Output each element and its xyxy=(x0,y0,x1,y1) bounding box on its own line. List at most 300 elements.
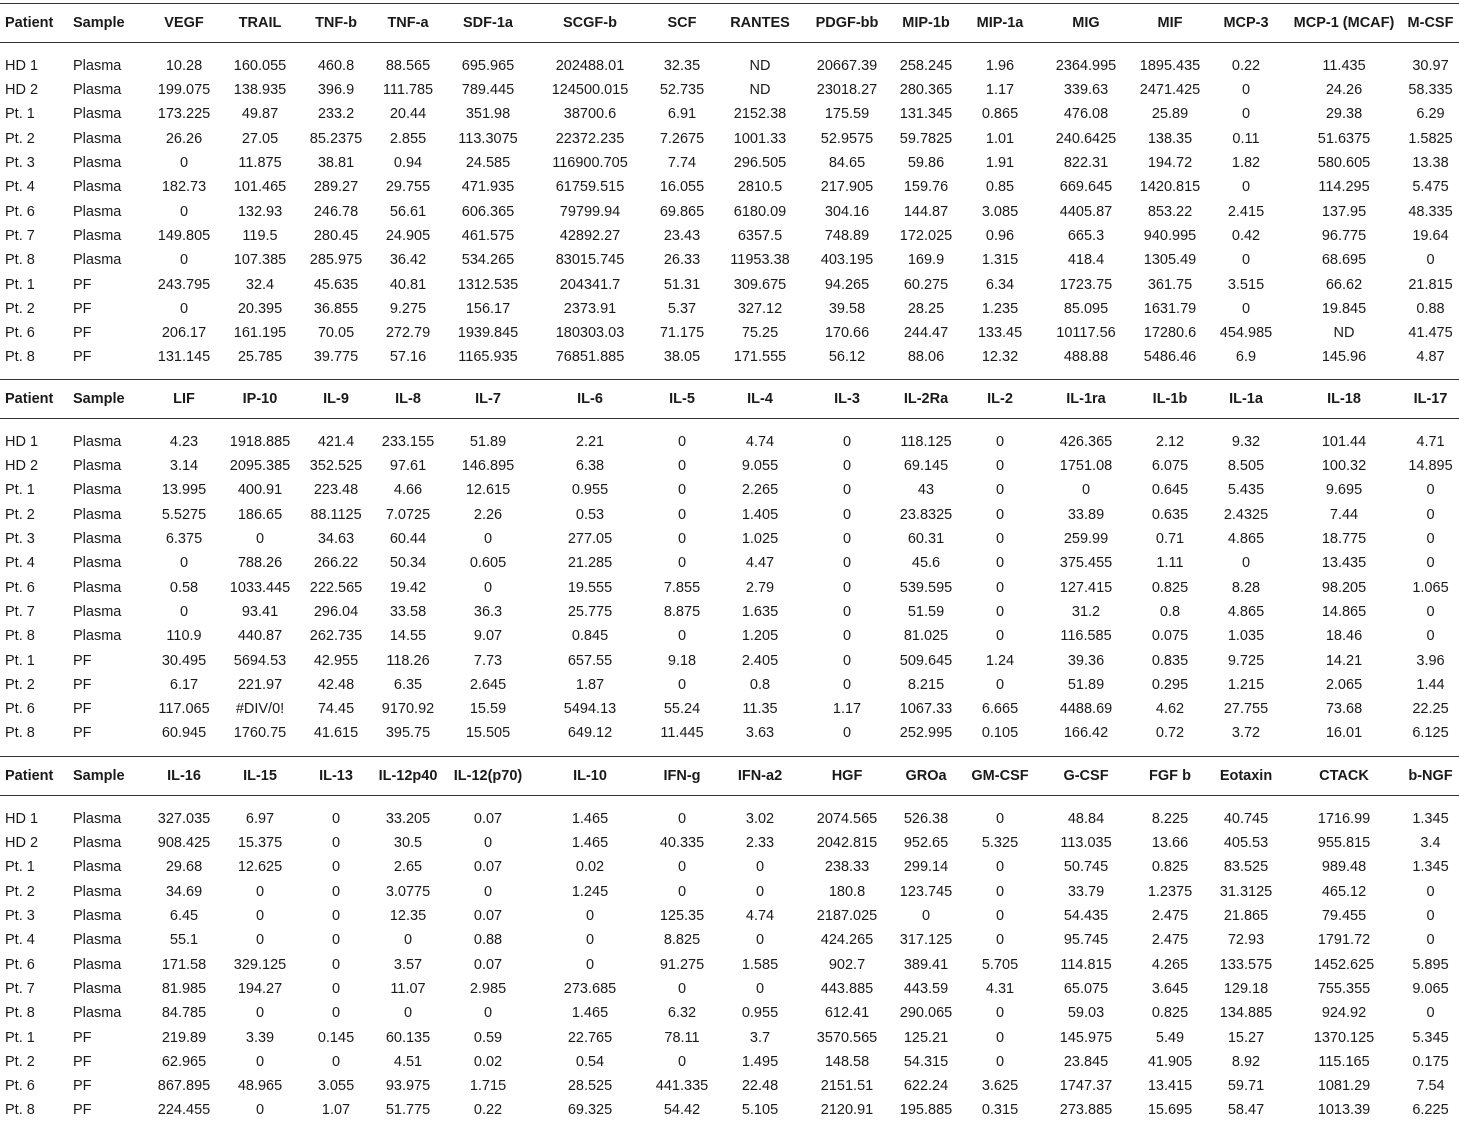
column-header: Eotaxin xyxy=(1219,768,1273,784)
value-cell: 219.89 xyxy=(161,1029,207,1046)
value-cell: 11.07 xyxy=(390,980,426,997)
value-cell: 26.33 xyxy=(663,252,701,269)
value-cell: 0 xyxy=(1426,1005,1435,1022)
value-cell: 6.9 xyxy=(1235,349,1257,366)
value-cell: 0.605 xyxy=(469,555,507,572)
value-cell: 11.445 xyxy=(660,725,704,742)
column-header: Patient xyxy=(5,768,54,784)
value-cell: 60.31 xyxy=(907,531,945,548)
value-cell: 221.97 xyxy=(237,676,283,693)
value-cell: 14.55 xyxy=(389,628,427,645)
value-cell: 0 xyxy=(842,531,852,548)
value-cell: 22.765 xyxy=(567,1029,613,1046)
value-cell: ND xyxy=(749,58,771,74)
table-row xyxy=(0,321,1459,345)
table-row xyxy=(0,297,1459,321)
value-cell: 54.315 xyxy=(903,1053,949,1070)
column-header: SCGF-b xyxy=(563,15,617,31)
value-cell: 83.525 xyxy=(1223,859,1269,876)
value-cell: 4488.69 xyxy=(1059,701,1113,718)
value-cell: 0 xyxy=(995,531,1005,548)
value-cell: 175.59 xyxy=(824,106,870,123)
value-cell: 867.895 xyxy=(157,1078,211,1095)
sample-cell: Plasma xyxy=(73,908,122,925)
table-row xyxy=(0,78,1459,102)
value-cell: 5.49 xyxy=(1155,1029,1185,1046)
value-cell: 0 xyxy=(842,628,852,645)
value-cell: 0 xyxy=(755,883,765,900)
table-row xyxy=(0,624,1459,648)
value-cell: 426.365 xyxy=(1059,434,1113,450)
value-cell: 1.465 xyxy=(571,1005,609,1022)
value-cell: 327.12 xyxy=(737,300,783,317)
value-cell: 1.635 xyxy=(741,603,779,620)
value-cell: 0.955 xyxy=(571,482,609,499)
value-cell: 3.63 xyxy=(745,725,775,742)
column-header: IL-5 xyxy=(669,391,695,407)
sample-cell: Plasma xyxy=(73,555,122,572)
value-cell: 327.035 xyxy=(157,811,211,827)
value-cell: 0 xyxy=(1426,482,1435,499)
table-row xyxy=(0,199,1459,223)
value-cell: 0.845 xyxy=(571,628,609,645)
value-cell: 3.0775 xyxy=(385,883,431,900)
value-cell: 51.89 xyxy=(469,434,507,450)
value-cell: 13.66 xyxy=(1151,835,1189,852)
value-cell: 3.96 xyxy=(1416,652,1445,669)
value-cell: 51.89 xyxy=(1067,676,1105,693)
table-row xyxy=(0,697,1459,721)
value-cell: 4.47 xyxy=(745,555,775,572)
value-cell: 2.475 xyxy=(1151,908,1189,925)
value-cell: 0 xyxy=(677,555,687,572)
value-cell: 131.345 xyxy=(899,106,953,123)
patient-cell: Pt. 8 xyxy=(5,1102,35,1119)
value-cell: 160.055 xyxy=(233,58,287,74)
sample-cell: Plasma xyxy=(73,811,122,827)
value-cell: 5694.53 xyxy=(233,652,287,669)
value-cell: 0 xyxy=(403,932,413,949)
value-cell: 3.02 xyxy=(745,811,775,827)
value-cell: 0 xyxy=(483,579,493,596)
value-cell: 132.93 xyxy=(237,203,283,220)
patient-cell: HD 2 xyxy=(5,82,39,99)
column-header: IL-9 xyxy=(323,391,349,407)
value-cell: 70.05 xyxy=(317,325,355,342)
value-cell: 3.72 xyxy=(1231,725,1261,742)
value-cell: 75.25 xyxy=(741,325,779,342)
value-cell: 0 xyxy=(995,482,1005,499)
column-header: M-CSF xyxy=(1407,15,1454,31)
value-cell: 119.5 xyxy=(242,227,278,244)
value-cell: 125.21 xyxy=(903,1029,949,1046)
value-cell: 695.965 xyxy=(461,58,515,74)
value-cell: 7.0725 xyxy=(385,506,431,523)
value-cell: 0 xyxy=(842,458,852,475)
value-cell: 272.79 xyxy=(385,325,431,342)
value-cell: 0 xyxy=(842,603,852,620)
sample-cell: PF xyxy=(73,276,92,293)
value-cell: 13.415 xyxy=(1147,1078,1193,1095)
sample-cell: Plasma xyxy=(73,203,122,220)
value-cell: 20.395 xyxy=(237,300,283,317)
table-row xyxy=(0,1098,1459,1122)
value-cell: 0 xyxy=(677,434,687,450)
value-cell: 0 xyxy=(677,1053,687,1070)
value-cell: 59.7825 xyxy=(899,130,953,147)
value-cell: ND xyxy=(749,82,771,99)
value-cell: 118.125 xyxy=(900,434,952,450)
value-cell: 649.12 xyxy=(567,725,613,742)
value-cell: 6.17 xyxy=(169,676,199,693)
value-cell: 1033.445 xyxy=(229,579,291,596)
value-cell: 0 xyxy=(995,932,1005,949)
value-cell: 1716.99 xyxy=(1317,811,1371,827)
column-header: SCF xyxy=(667,15,697,31)
value-cell: 0.02 xyxy=(473,1053,503,1070)
value-cell: 0.71 xyxy=(1155,531,1185,548)
value-cell: 57.16 xyxy=(389,349,427,366)
table-row xyxy=(0,648,1459,672)
value-cell: 127.415 xyxy=(1059,579,1113,596)
sample-cell: PF xyxy=(73,1053,92,1070)
column-header: IL-1a xyxy=(1229,391,1263,407)
value-cell: 43 xyxy=(917,482,935,499)
sample-cell: Plasma xyxy=(73,252,122,269)
value-cell: 138.35 xyxy=(1147,130,1193,147)
patient-cell: Pt. 2 xyxy=(5,506,35,523)
value-cell: 16.01 xyxy=(1325,725,1363,742)
value-cell: 131.145 xyxy=(157,349,211,366)
value-cell: 33.58 xyxy=(389,603,427,620)
value-cell: 0 xyxy=(677,859,687,876)
value-cell: 0 xyxy=(1426,252,1435,269)
sample-cell: PF xyxy=(73,652,92,669)
value-cell: 3.14 xyxy=(169,458,199,475)
sample-cell: Plasma xyxy=(73,482,122,499)
value-cell: 81.025 xyxy=(903,628,949,645)
sample-cell: PF xyxy=(73,1029,92,1046)
column-header: SDF-1a xyxy=(463,15,513,31)
value-cell: 4.51 xyxy=(393,1053,423,1070)
value-cell: 9.32 xyxy=(1231,434,1261,450)
value-cell: 289.27 xyxy=(313,179,359,196)
sample-cell: Plasma xyxy=(73,106,122,123)
value-cell: 60.44 xyxy=(389,531,427,548)
column-header: LIF xyxy=(173,391,195,407)
column-header: MIF xyxy=(1157,15,1183,31)
value-cell: 0 xyxy=(995,458,1005,475)
value-cell: 27.05 xyxy=(241,130,279,147)
value-cell: 2.21 xyxy=(575,434,605,450)
value-cell: 665.3 xyxy=(1067,227,1105,244)
value-cell: 2.415 xyxy=(1227,203,1265,220)
value-cell: 93.975 xyxy=(385,1078,431,1095)
value-cell: 0 xyxy=(677,458,687,475)
value-cell: 1.01 xyxy=(985,130,1015,147)
value-cell: 38.05 xyxy=(663,349,701,366)
sample-cell: Plasma xyxy=(73,58,122,74)
value-cell: 488.88 xyxy=(1063,349,1109,366)
sample-cell: Plasma xyxy=(73,155,122,172)
value-cell: 202488.01 xyxy=(555,58,625,74)
value-cell: 0 xyxy=(677,531,687,548)
value-cell: 0.825 xyxy=(1151,1005,1189,1022)
patient-cell: Pt. 8 xyxy=(5,725,35,742)
value-cell: 133.45 xyxy=(977,325,1023,342)
value-cell: 822.31 xyxy=(1063,155,1109,172)
value-cell: 1.91 xyxy=(985,155,1015,172)
value-cell: 15.59 xyxy=(469,701,507,718)
value-cell: 755.355 xyxy=(1317,980,1371,997)
value-cell: 59.03 xyxy=(1067,1005,1105,1022)
value-cell: 115.165 xyxy=(1318,1053,1370,1070)
value-cell: 13.435 xyxy=(1321,555,1367,572)
patient-cell: Pt. 2 xyxy=(5,883,35,900)
value-cell: 40.335 xyxy=(659,835,705,852)
value-cell: 534.265 xyxy=(461,252,515,269)
value-cell: 0 xyxy=(1426,908,1435,925)
value-cell: 1.495 xyxy=(741,1053,779,1070)
value-cell: 28.25 xyxy=(907,300,945,317)
value-cell: 7.73 xyxy=(473,652,503,669)
patient-cell: Pt. 2 xyxy=(5,676,35,693)
value-cell: 1.315 xyxy=(981,252,1019,269)
value-cell: 1305.49 xyxy=(1143,252,1197,269)
value-cell: 1081.29 xyxy=(1317,1078,1371,1095)
value-cell: 3.39 xyxy=(245,1029,275,1046)
value-cell: 329.125 xyxy=(233,956,287,973)
column-header: IL-16 xyxy=(167,768,201,784)
patient-cell: Pt. 3 xyxy=(5,155,35,172)
value-cell: 441.335 xyxy=(655,1078,709,1095)
value-cell: 1.245 xyxy=(571,883,609,900)
value-cell: 15.695 xyxy=(1147,1102,1193,1119)
value-cell: 50.34 xyxy=(389,555,427,572)
value-cell: 0.22 xyxy=(473,1102,503,1119)
column-header: IL-1b xyxy=(1152,391,1188,407)
value-cell: 375.455 xyxy=(1059,555,1113,572)
value-cell: 170.66 xyxy=(824,325,870,342)
value-cell: 11.875 xyxy=(238,155,282,172)
value-cell: 1723.75 xyxy=(1059,276,1113,293)
value-cell: 25.89 xyxy=(1151,106,1189,123)
value-cell: 0 xyxy=(842,555,852,572)
value-cell: 0.85 xyxy=(985,179,1015,196)
value-cell: 0 xyxy=(331,1053,341,1070)
sample-cell: Plasma xyxy=(73,579,122,596)
value-cell: 2.855 xyxy=(389,130,427,147)
value-cell: 114.815 xyxy=(1060,956,1112,973)
column-header: IL-7 xyxy=(475,391,501,407)
value-cell: 0 xyxy=(995,811,1005,827)
table-row xyxy=(0,102,1459,126)
value-cell: 0.07 xyxy=(473,956,503,973)
value-cell: 48.84 xyxy=(1067,811,1105,827)
value-cell: 460.8 xyxy=(317,58,355,74)
value-cell: 19.555 xyxy=(567,579,613,596)
value-cell: 0 xyxy=(179,603,189,620)
value-cell: 233.155 xyxy=(381,434,435,450)
value-cell: 0 xyxy=(677,628,687,645)
value-cell: 113.035 xyxy=(1060,835,1112,852)
table-block-3 xyxy=(0,756,1459,1123)
value-cell: 403.195 xyxy=(820,252,874,269)
value-cell: 8.28 xyxy=(1231,579,1261,596)
value-cell: 6.38 xyxy=(575,458,605,475)
value-cell: 1760.75 xyxy=(233,725,287,742)
value-cell: 74.45 xyxy=(317,701,355,718)
value-cell: 3.085 xyxy=(981,203,1019,220)
sample-cell: Plasma xyxy=(73,956,122,973)
value-cell: 2152.38 xyxy=(733,106,787,123)
value-cell: 7.74 xyxy=(667,155,697,172)
value-cell: 4.87 xyxy=(1416,349,1445,366)
value-cell: 0 xyxy=(331,956,341,973)
value-cell: 15.27 xyxy=(1227,1029,1265,1046)
value-cell: 60.275 xyxy=(903,276,949,293)
value-cell: 199.075 xyxy=(157,82,211,99)
value-cell: 2.26 xyxy=(473,506,503,523)
value-cell: 38.81 xyxy=(317,155,355,172)
value-cell: 1165.935 xyxy=(458,349,518,366)
value-cell: 0 xyxy=(995,676,1005,693)
value-cell: 25.775 xyxy=(567,603,613,620)
value-cell: 1.715 xyxy=(469,1078,507,1095)
column-header: CTACK xyxy=(1319,768,1369,784)
value-cell: 539.595 xyxy=(899,579,953,596)
value-cell: 0.54 xyxy=(575,1053,605,1070)
value-cell: 61759.515 xyxy=(555,179,625,196)
value-cell: 748.89 xyxy=(824,227,870,244)
value-cell: 6.97 xyxy=(245,811,275,827)
value-cell: 23018.27 xyxy=(816,82,878,99)
value-cell: 58.335 xyxy=(1408,82,1453,99)
value-cell: 277.05 xyxy=(567,531,613,548)
value-cell: 1312.535 xyxy=(457,276,519,293)
value-cell: 0 xyxy=(331,1005,341,1022)
value-cell: 657.55 xyxy=(567,652,613,669)
value-cell: 1631.79 xyxy=(1143,300,1197,317)
value-cell: 83015.745 xyxy=(555,252,625,269)
patient-cell: Pt. 7 xyxy=(5,227,35,244)
value-cell: 30.5 xyxy=(393,835,423,852)
value-cell: 0 xyxy=(995,908,1005,925)
value-cell: 2.065 xyxy=(1325,676,1363,693)
value-cell: 0 xyxy=(483,1005,493,1022)
table-row xyxy=(0,855,1459,879)
value-cell: 2.985 xyxy=(469,980,507,997)
value-cell: 2.79 xyxy=(745,579,775,596)
patient-cell: Pt. 1 xyxy=(5,482,35,499)
value-cell: 194.72 xyxy=(1147,155,1193,172)
value-cell: 16.055 xyxy=(659,179,705,196)
value-cell: 29.755 xyxy=(385,179,431,196)
column-header: MIP-1a xyxy=(976,15,1024,31)
value-cell: 2.4325 xyxy=(1223,506,1269,523)
value-cell: 134.885 xyxy=(1219,1005,1273,1022)
patient-cell: Pt. 8 xyxy=(5,628,35,645)
value-cell: 0.825 xyxy=(1151,579,1189,596)
value-cell: 1895.435 xyxy=(1139,58,1201,74)
column-header: IL-17 xyxy=(1413,391,1448,407)
value-cell: 1747.37 xyxy=(1059,1078,1113,1095)
value-cell: 39.36 xyxy=(1067,652,1105,669)
value-cell: 1.035 xyxy=(1227,628,1265,645)
column-header: MCP-3 xyxy=(1223,15,1269,31)
value-cell: 1.465 xyxy=(571,835,609,852)
value-cell: 36.3 xyxy=(473,603,503,620)
value-cell: 110.9 xyxy=(166,628,202,645)
value-cell: 51.775 xyxy=(385,1102,431,1119)
value-cell: 18.775 xyxy=(1321,531,1367,548)
value-cell: 0 xyxy=(677,980,687,997)
value-cell: 34.69 xyxy=(165,883,203,900)
value-cell: 31.3125 xyxy=(1219,883,1273,900)
value-cell: 32.35 xyxy=(663,58,701,74)
value-cell: 1452.625 xyxy=(1313,956,1375,973)
value-cell: 223.48 xyxy=(313,482,359,499)
patient-cell: Pt. 6 xyxy=(5,325,35,342)
value-cell: 1.585 xyxy=(741,956,779,973)
patient-cell: Pt. 6 xyxy=(5,579,35,596)
value-cell: 81.985 xyxy=(161,980,207,997)
value-cell: 0.02 xyxy=(575,859,605,876)
value-cell: 5.5275 xyxy=(161,506,207,523)
value-cell: 3.645 xyxy=(1151,980,1189,997)
table-row xyxy=(0,575,1459,599)
value-cell: 2074.565 xyxy=(816,811,878,827)
value-cell: 145.975 xyxy=(1059,1029,1113,1046)
value-cell: 2.405 xyxy=(741,652,779,669)
sample-cell: PF xyxy=(73,325,92,342)
value-cell: 0 xyxy=(255,883,265,900)
value-cell: 0 xyxy=(1426,603,1435,620)
value-cell: 0 xyxy=(331,980,341,997)
sample-cell: PF xyxy=(73,349,92,366)
value-cell: 6357.5 xyxy=(737,227,783,244)
value-cell: 40.81 xyxy=(389,276,427,293)
value-cell: 7.855 xyxy=(663,579,701,596)
value-cell: 262.735 xyxy=(309,628,363,645)
value-cell: 8.92 xyxy=(1231,1053,1261,1070)
patient-cell: Pt. 1 xyxy=(5,652,35,669)
value-cell: 0 xyxy=(1241,179,1251,196)
value-cell: 76851.885 xyxy=(555,349,625,366)
value-cell: 79.455 xyxy=(1321,908,1367,925)
value-cell: 93.41 xyxy=(241,603,279,620)
value-cell: 18.46 xyxy=(1325,628,1363,645)
value-cell: 0 xyxy=(842,652,852,669)
value-cell: 4.31 xyxy=(985,980,1015,997)
value-cell: 14.895 xyxy=(1408,458,1453,475)
value-cell: 5.475 xyxy=(1412,179,1449,196)
value-cell: 4405.87 xyxy=(1059,203,1113,220)
value-cell: 788.26 xyxy=(237,555,283,572)
value-cell: 42892.27 xyxy=(559,227,621,244)
patient-cell: Pt. 6 xyxy=(5,203,35,220)
value-cell: 12.35 xyxy=(389,908,427,925)
value-cell: 4.62 xyxy=(1155,701,1185,718)
value-cell: 52.735 xyxy=(659,82,705,99)
column-header: TRAIL xyxy=(238,15,282,31)
value-cell: 145.96 xyxy=(1321,349,1367,366)
value-cell: 171.555 xyxy=(733,349,787,366)
value-cell: 389.41 xyxy=(903,956,949,973)
sample-cell: Plasma xyxy=(73,458,122,475)
value-cell: 1.065 xyxy=(1412,579,1449,596)
value-cell: 15.505 xyxy=(465,725,511,742)
